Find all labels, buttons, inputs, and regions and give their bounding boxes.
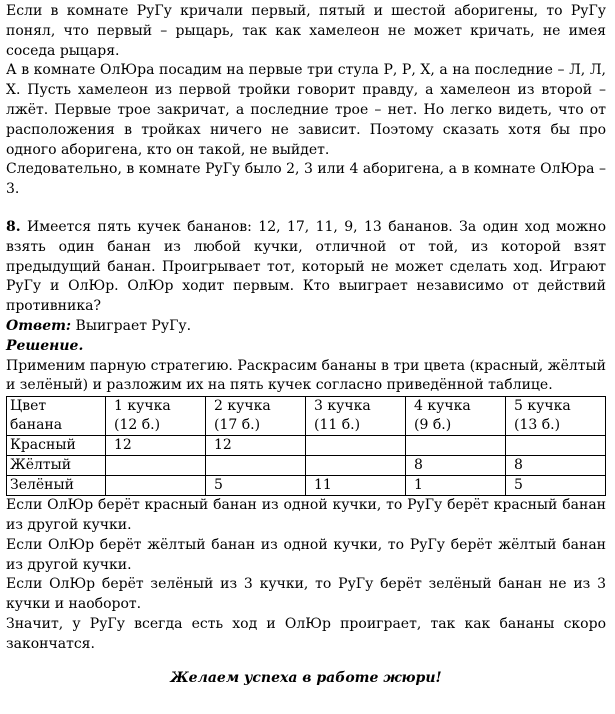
table-header-cell bbox=[7, 397, 106, 436]
table-cell: 12 bbox=[106, 436, 206, 456]
strategy-paragraph-1: Если ОлЮр берёт красный банан из одной кучки, то РуГу берёт красный банан из другой кучки. bbox=[6, 497, 606, 533]
prev-solution-paragraph-1: Если в комнате РуГу кричали первый, пятый и шестой аборигены, то РуГу понял, что первый – рыцарь, так как хамелеон не может кричать, не имея соседа рыцаря. bbox=[6, 3, 606, 59]
problem-number: 8. bbox=[6, 218, 21, 235]
strategy-paragraph-2: Если ОлЮр берёт жёлтый банан из одной кучки, то РуГу берёт жёлтый банан из другой кучки. bbox=[6, 536, 606, 573]
table-header-cell bbox=[506, 397, 606, 436]
table-cell bbox=[506, 436, 606, 456]
section-gap bbox=[6, 200, 606, 218]
header-line-1: 5 кучка bbox=[514, 398, 571, 415]
answer-line bbox=[6, 317, 606, 337]
solution-intro: Применим парную стратегию. Раскрасим бананы в три цвета (красный, жёлтый и зелёный) и разложим их на пять кучек согласно приведённой таблице. bbox=[6, 357, 606, 394]
prev-solution-paragraph-3: Следовательно, в комнате РуГу было 2, 3 или 4 аборигена, а в комнате ОлЮра – 3. bbox=[6, 161, 606, 198]
answer-label: Ответ: bbox=[6, 317, 72, 334]
solution-heading bbox=[6, 337, 606, 357]
table-header-row bbox=[7, 397, 606, 436]
table-cell bbox=[106, 476, 206, 496]
table-cell: 11 bbox=[306, 476, 406, 496]
table-header-cell bbox=[106, 397, 206, 436]
header-line-2: банана bbox=[10, 417, 63, 434]
table-cell bbox=[106, 456, 206, 476]
table-cell: 12 bbox=[206, 436, 306, 456]
header-line-1: Цвет bbox=[10, 398, 47, 415]
header-line-1: 1 кучка bbox=[114, 398, 171, 415]
table-cell: 8 bbox=[506, 456, 606, 476]
table-cell: Жёлтый bbox=[7, 456, 106, 476]
header-line-1: 2 кучка bbox=[214, 398, 271, 415]
table-header-cell bbox=[206, 397, 306, 436]
header-line-2: (9 б.) bbox=[414, 417, 452, 434]
table-cell bbox=[206, 456, 306, 476]
table-cell bbox=[406, 436, 506, 456]
header-line-2: (17 б.) bbox=[214, 417, 261, 434]
table-cell: Зелёный bbox=[7, 476, 106, 496]
table-cell bbox=[306, 456, 406, 476]
table-cell: 8 bbox=[406, 456, 506, 476]
table-cell: 5 bbox=[506, 476, 606, 496]
table-cell: 1 bbox=[406, 476, 506, 496]
table-header-cell bbox=[306, 397, 406, 436]
closing-wish: Желаем успеха в работе жюри! bbox=[170, 669, 442, 686]
table-row bbox=[7, 456, 606, 476]
strategy-paragraph-3: Если ОлЮр берёт зелёный из 3 кучки, то РуГу берёт зелёный банан не из 3 кучки и наоборот. bbox=[6, 576, 606, 613]
prev-solution-paragraph-2: А в комнате ОлЮра посадим на первые три стула Р, Р, Х, а на последние – Л, Л, Х. Пусть хамелеон из первой тройки говорит правду, а хамелеон из второй – лжёт. Первые трое закричат, а последние трое – нет. Но легко видеть, что от расположения в тройках ничего не зависит. Поэтому сказать хотя бы про одного аборигена, кто он такой, не выйдет. bbox=[6, 62, 606, 158]
answer-text: Выиграет РуГу. bbox=[71, 317, 192, 334]
header-line-2: (11 б.) bbox=[314, 417, 361, 434]
header-line-1: 4 кучка bbox=[414, 398, 471, 415]
table-cell: 5 bbox=[206, 476, 306, 496]
problem-text: Имеется пять кучек бананов: 12, 17, 11, 9, 13 бананов. За один ход можно взять один банан из любой кучки, отличной от той, из которой взят предыдущий банан. Проигрывает тот, который не может сделать ход. Играют РуГу и ОлЮр. ОлЮр ходит первым. Кто выиграет независимо от действий противника? bbox=[6, 218, 606, 315]
header-line-2: (12 б.) bbox=[114, 417, 161, 434]
table-row bbox=[7, 476, 606, 496]
banana-distribution-table bbox=[6, 396, 606, 496]
table-cell: Красный bbox=[7, 436, 106, 456]
table-cell bbox=[306, 436, 406, 456]
solution-label: Решение. bbox=[6, 337, 84, 354]
conclusion-paragraph: Значит, у РуГу всегда есть ход и ОлЮр проиграет, так как бананы скоро закончатся. bbox=[6, 615, 606, 652]
table-header-cell bbox=[406, 397, 506, 436]
problem-8-statement bbox=[6, 218, 606, 317]
header-line-2: (13 б.) bbox=[514, 417, 561, 434]
table-row bbox=[7, 436, 606, 456]
header-line-1: 3 кучка bbox=[314, 398, 371, 415]
